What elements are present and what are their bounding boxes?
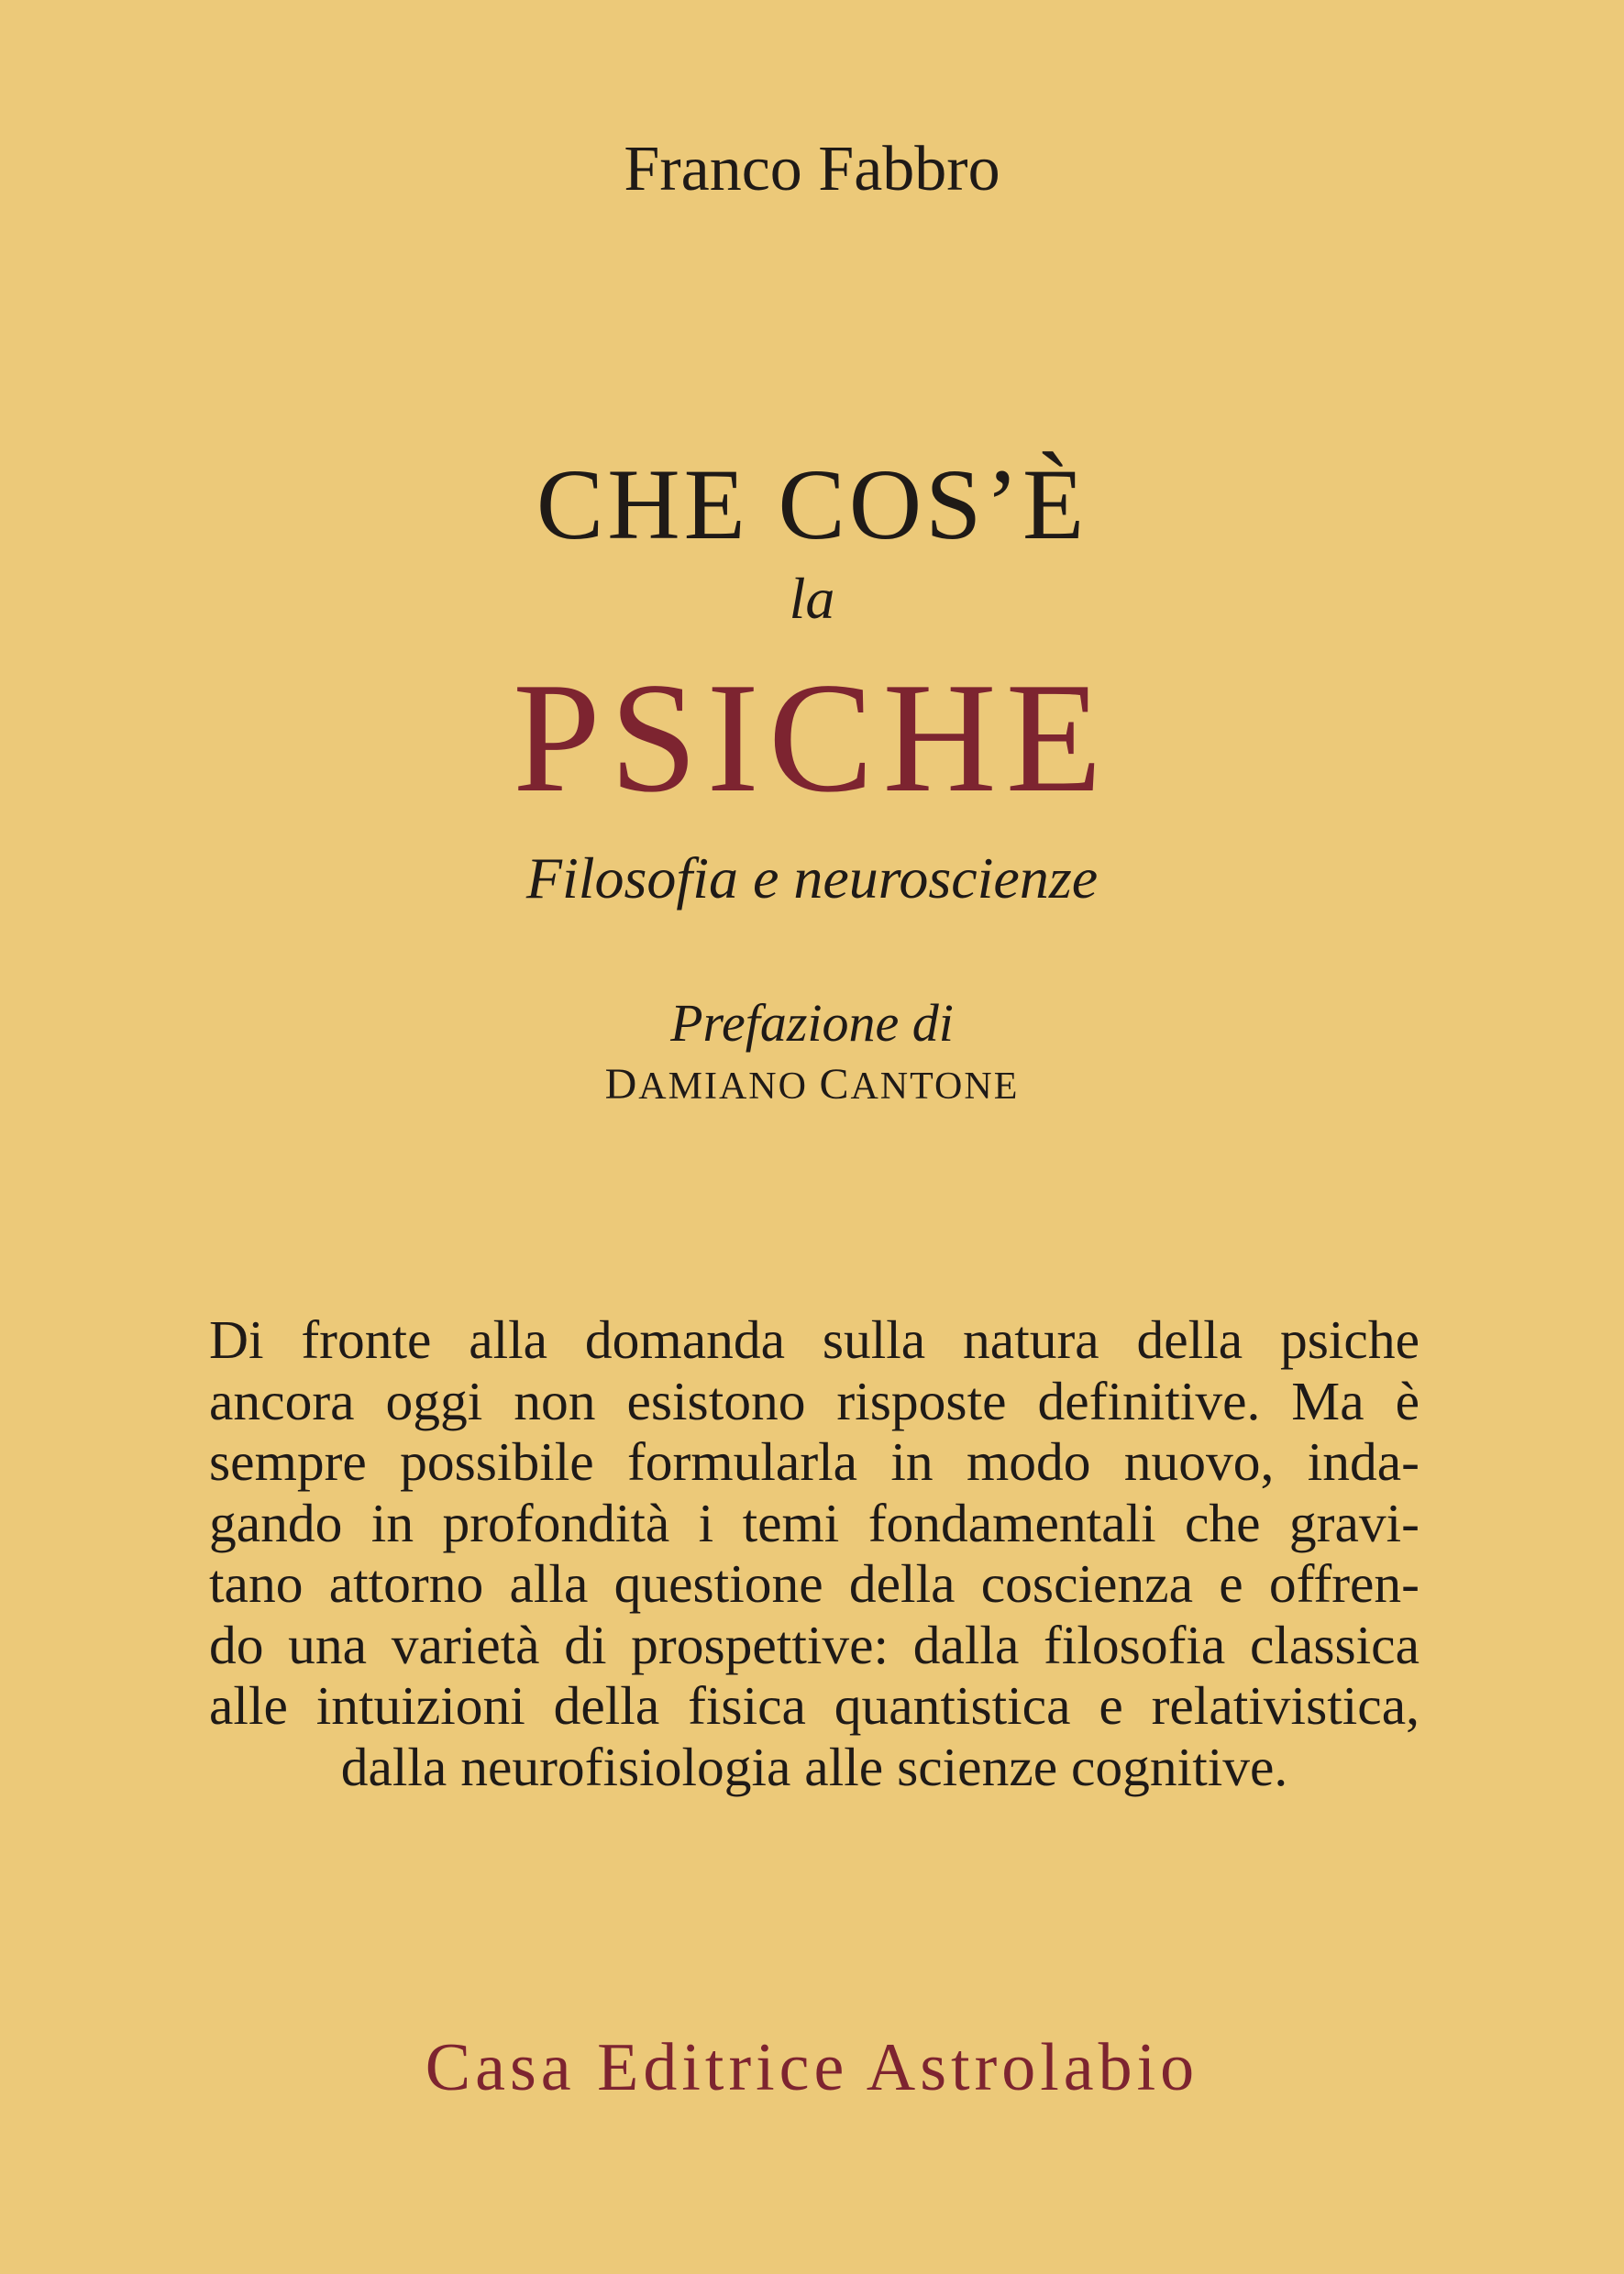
- cover-blurb: [209, 1309, 1420, 1797]
- blurb-line: Di fronte alla domanda sulla natura della psiche: [209, 1309, 1420, 1370]
- title-article: la: [789, 566, 835, 631]
- blurb-line: tano attorno alla questione della coscienza e offren-: [209, 1553, 1420, 1614]
- blurb-line: gando in profondità i temi fondamentali che gravi-: [209, 1492, 1420, 1553]
- book-subtitle: Filosofia e neuroscienze: [525, 845, 1099, 911]
- preface-label: Prefazione di: [670, 993, 954, 1053]
- preface-first-initial: D: [604, 1060, 639, 1109]
- blurb-line-last: dalla neurofisiologia alle scienze cognitive.: [340, 1736, 1288, 1797]
- publisher-name: Casa Editrice Astrolabio: [425, 2030, 1199, 2105]
- preface-last-initial: C: [819, 1060, 851, 1109]
- title-upper-line: CHE COS’È: [536, 448, 1088, 560]
- blurb-line: sempre possibile formularla in modo nuovo, inda-: [209, 1431, 1420, 1492]
- preface-author: [0, 1059, 1624, 1112]
- blurb-line: alle intuizioni della fisica quantistica e relativistica,: [209, 1675, 1420, 1736]
- preface-first-rest: AMIANO: [638, 1065, 808, 1108]
- book-title: PSICHE: [513, 651, 1111, 825]
- preface-last-rest: ANTONE: [850, 1065, 1020, 1108]
- blurb-line: do una varietà di prospettive: dalla filosofia classica: [209, 1614, 1420, 1675]
- author-name: Franco Fabbro: [624, 134, 1000, 204]
- blurb-line: ancora oggi non esistono risposte definitive. Ma è: [209, 1370, 1420, 1431]
